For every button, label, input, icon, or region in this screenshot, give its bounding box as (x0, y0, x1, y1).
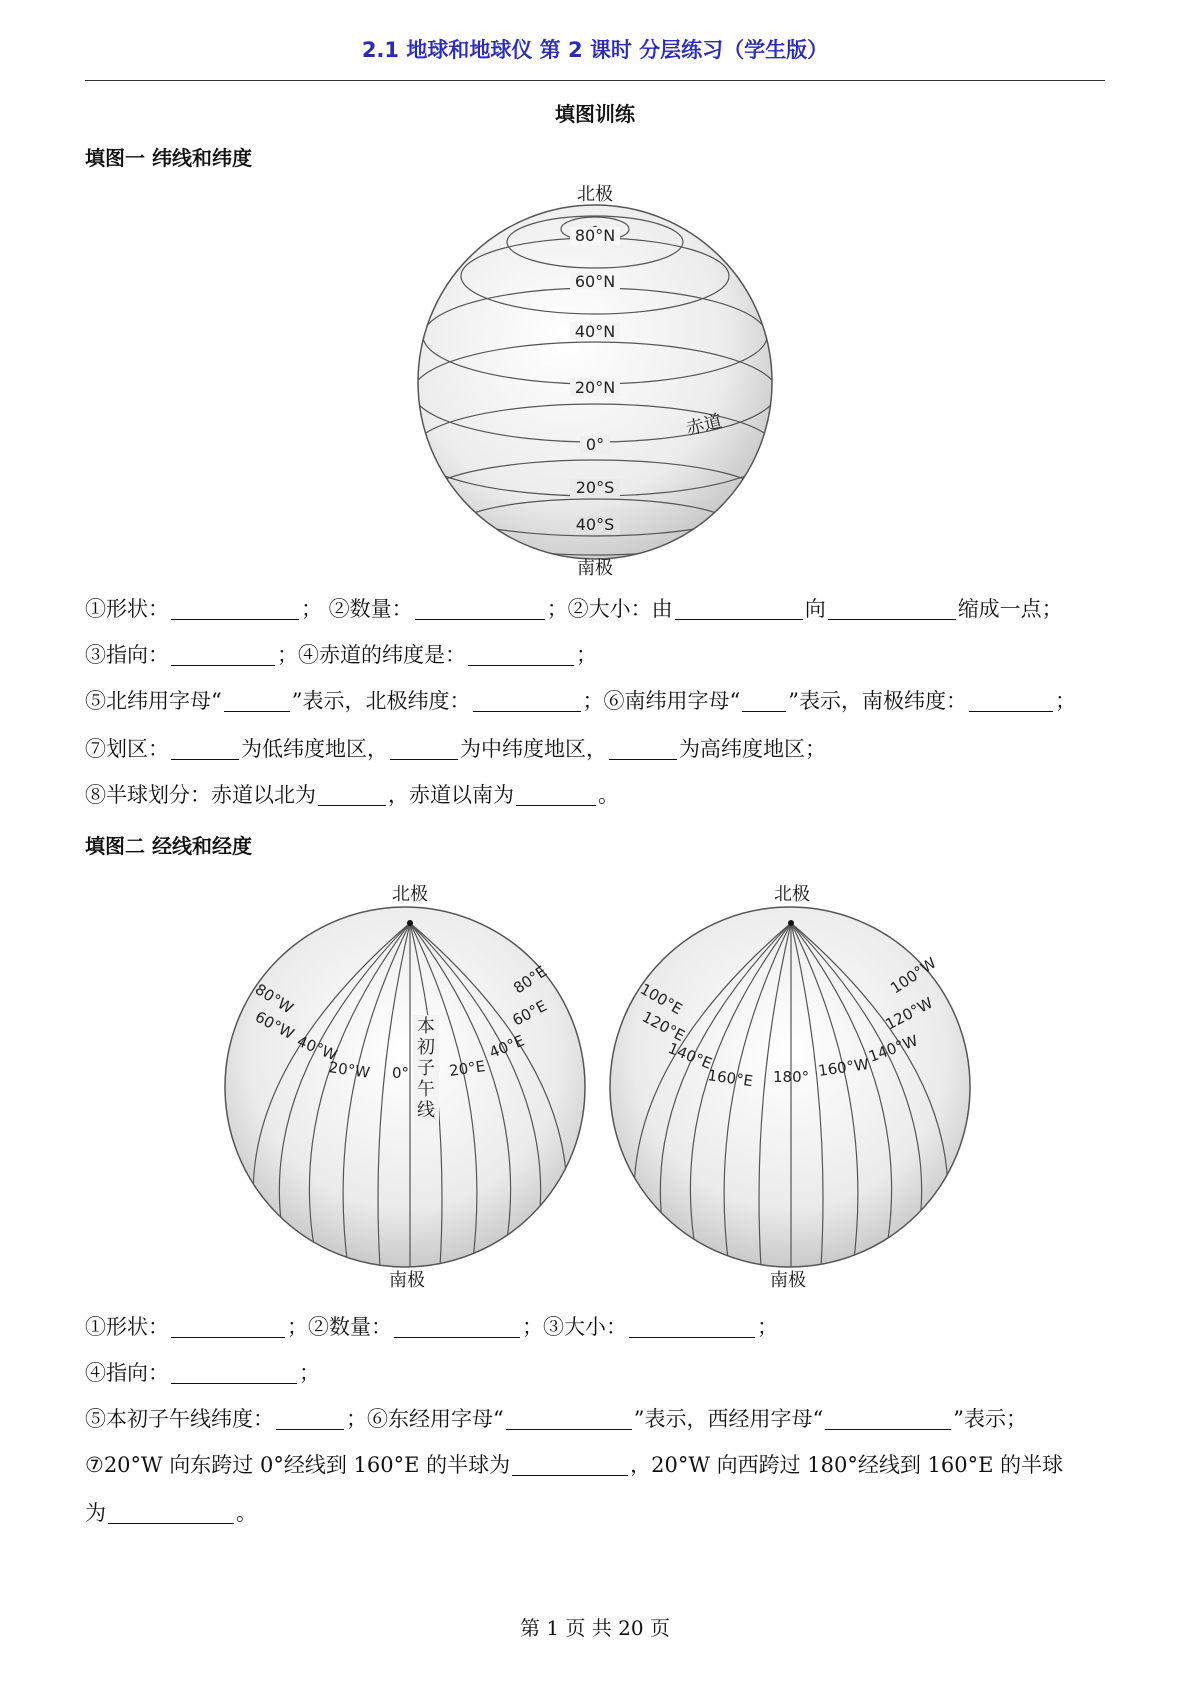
lon-label-140w: 140°W (866, 1031, 921, 1066)
lon-label-20w: 20°W (327, 1058, 371, 1082)
equator-label: 赤道 (684, 410, 725, 440)
blank-northern-hemisphere[interactable] (318, 783, 386, 806)
blank-size-from[interactable] (675, 597, 803, 620)
north-pole-label: 北极 (392, 884, 428, 905)
question-line-6: ①形状： ；②数量： ；③大小： ； (85, 1315, 778, 1339)
blank-count[interactable] (415, 597, 545, 620)
north-pole-label: 北极 (774, 884, 810, 905)
lat-label-40s: 40°S (575, 515, 615, 534)
lon-label-60w: 60°W (252, 1007, 298, 1043)
part2-title: 填图二 经线和经度 (85, 834, 252, 858)
lon-label-40e: 40°E (486, 1031, 527, 1062)
north-pole-dot (788, 920, 794, 926)
blank-north-letter[interactable] (224, 689, 290, 712)
blank-western-hemisphere[interactable] (108, 1501, 234, 1524)
page-footer: 第 1 页 共 20 页 (520, 1616, 670, 1640)
svg-text:初: 初 (417, 1037, 435, 1058)
header-divider (85, 80, 1105, 81)
blank-size-to[interactable] (828, 597, 956, 620)
lon-label-20e: 20°E (448, 1057, 487, 1080)
blank-north-pole-latitude[interactable] (473, 689, 581, 712)
blank-south-pole-latitude[interactable] (969, 689, 1053, 712)
lon-label-100w: 100°W (887, 953, 940, 998)
lat-label-20n: 20°N (574, 378, 616, 397)
longitude-globe-right (605, 880, 975, 1290)
question-line-4: ⑦划区： 为低纬度地区， 为中纬度地区， 为高纬度地区； (85, 737, 826, 761)
lon-label-120e: 120°E (639, 1007, 688, 1045)
blank-direction[interactable] (171, 643, 275, 666)
north-pole-dot (407, 920, 413, 926)
south-pole-label: 南极 (577, 558, 613, 579)
lon-label-100e: 100°E (637, 979, 686, 1019)
blank-west-letter[interactable] (825, 1407, 951, 1430)
blank-meridian-size[interactable] (629, 1315, 755, 1338)
blank-east-letter[interactable] (506, 1407, 632, 1430)
longitude-globe-left (220, 880, 590, 1290)
svg-text:线: 线 (417, 1100, 435, 1121)
south-pole-label: 南极 (389, 1270, 425, 1290)
lon-label-60e: 60°E (509, 996, 550, 1030)
lon-label-120w: 120°W (882, 993, 936, 1034)
blank-low-latitude[interactable] (171, 737, 239, 760)
south-pole-label: 南极 (770, 1270, 806, 1290)
blank-meridian-shape[interactable] (171, 1315, 285, 1338)
svg-text:子: 子 (417, 1058, 435, 1079)
lon-label-160w: 160°W (817, 1055, 871, 1080)
north-pole-label: 北极 (577, 184, 613, 205)
blank-equator-latitude[interactable] (468, 643, 574, 666)
question-line-1: ①形状： ； ②数量： ；②大小：由 向 缩成一点； (85, 597, 1063, 621)
lon-label-80e: 80°E (510, 962, 551, 998)
blank-high-latitude[interactable] (609, 737, 677, 760)
page-header: 2.1 地球和地球仪 第 2 课时 分层练习（学生版） (361, 38, 829, 62)
blank-shape[interactable] (171, 597, 299, 620)
lon-label-0: 0° (392, 1064, 410, 1082)
lat-label-60n: 60°N (574, 272, 616, 291)
svg-text:本: 本 (417, 1016, 435, 1037)
blank-south-letter[interactable] (742, 689, 786, 712)
blank-eastern-hemisphere[interactable] (512, 1453, 628, 1476)
blank-prime-meridian[interactable] (276, 1407, 344, 1430)
latitude-globe-figure (410, 182, 780, 582)
lat-label-0: 0° (585, 435, 605, 454)
question-line-2: ③指向： ；④赤道的纬度是： ； (85, 643, 597, 667)
lon-label-180: 180° (773, 1068, 810, 1086)
svg-text:午: 午 (417, 1079, 435, 1100)
lon-label-40w: 40°W (294, 1032, 340, 1065)
question-line-7: ④指向： ； (85, 1361, 320, 1385)
section-title: 填图训练 (555, 102, 635, 126)
lat-label-40n: 40°N (574, 322, 616, 341)
globe-outline (225, 907, 585, 1267)
question-line-3: ⑤北纬用字母“ ”表示，北极纬度： ；⑥南纬用字母“ ”表示，南极纬度： ； (85, 689, 1076, 713)
part1-title: 填图一 纬线和纬度 (85, 146, 252, 170)
lat-label-20s: 20°S (575, 478, 615, 497)
lon-label-80w: 80°W (251, 980, 297, 1018)
lat-label-80n: 80°N (574, 226, 616, 245)
blank-meridian-direction[interactable] (171, 1361, 297, 1384)
question-line-5: ⑧半球划分：赤道以北为 ，赤道以南为 。 (85, 783, 619, 807)
question-line-9: ⑦20°W 向东跨过 0°经线到 160°E 的半球为 ，20°W 向西跨过 180°经线到 160°E 的半球 (85, 1453, 1064, 1477)
blank-meridian-count[interactable] (394, 1315, 520, 1338)
prime-meridian-label (413, 1015, 439, 1125)
question-line-10: 为 。 (85, 1501, 257, 1525)
lon-label-140e: 140°E (665, 1039, 715, 1073)
globe-outline (610, 907, 970, 1267)
question-line-8: ⑤本初子午线纬度： ；⑥东经用字母“ ”表示，西经用字母“ ”表示； (85, 1407, 1027, 1431)
blank-mid-latitude[interactable] (390, 737, 458, 760)
blank-southern-hemisphere[interactable] (516, 783, 596, 806)
lon-label-160e: 160°E (706, 1066, 755, 1091)
